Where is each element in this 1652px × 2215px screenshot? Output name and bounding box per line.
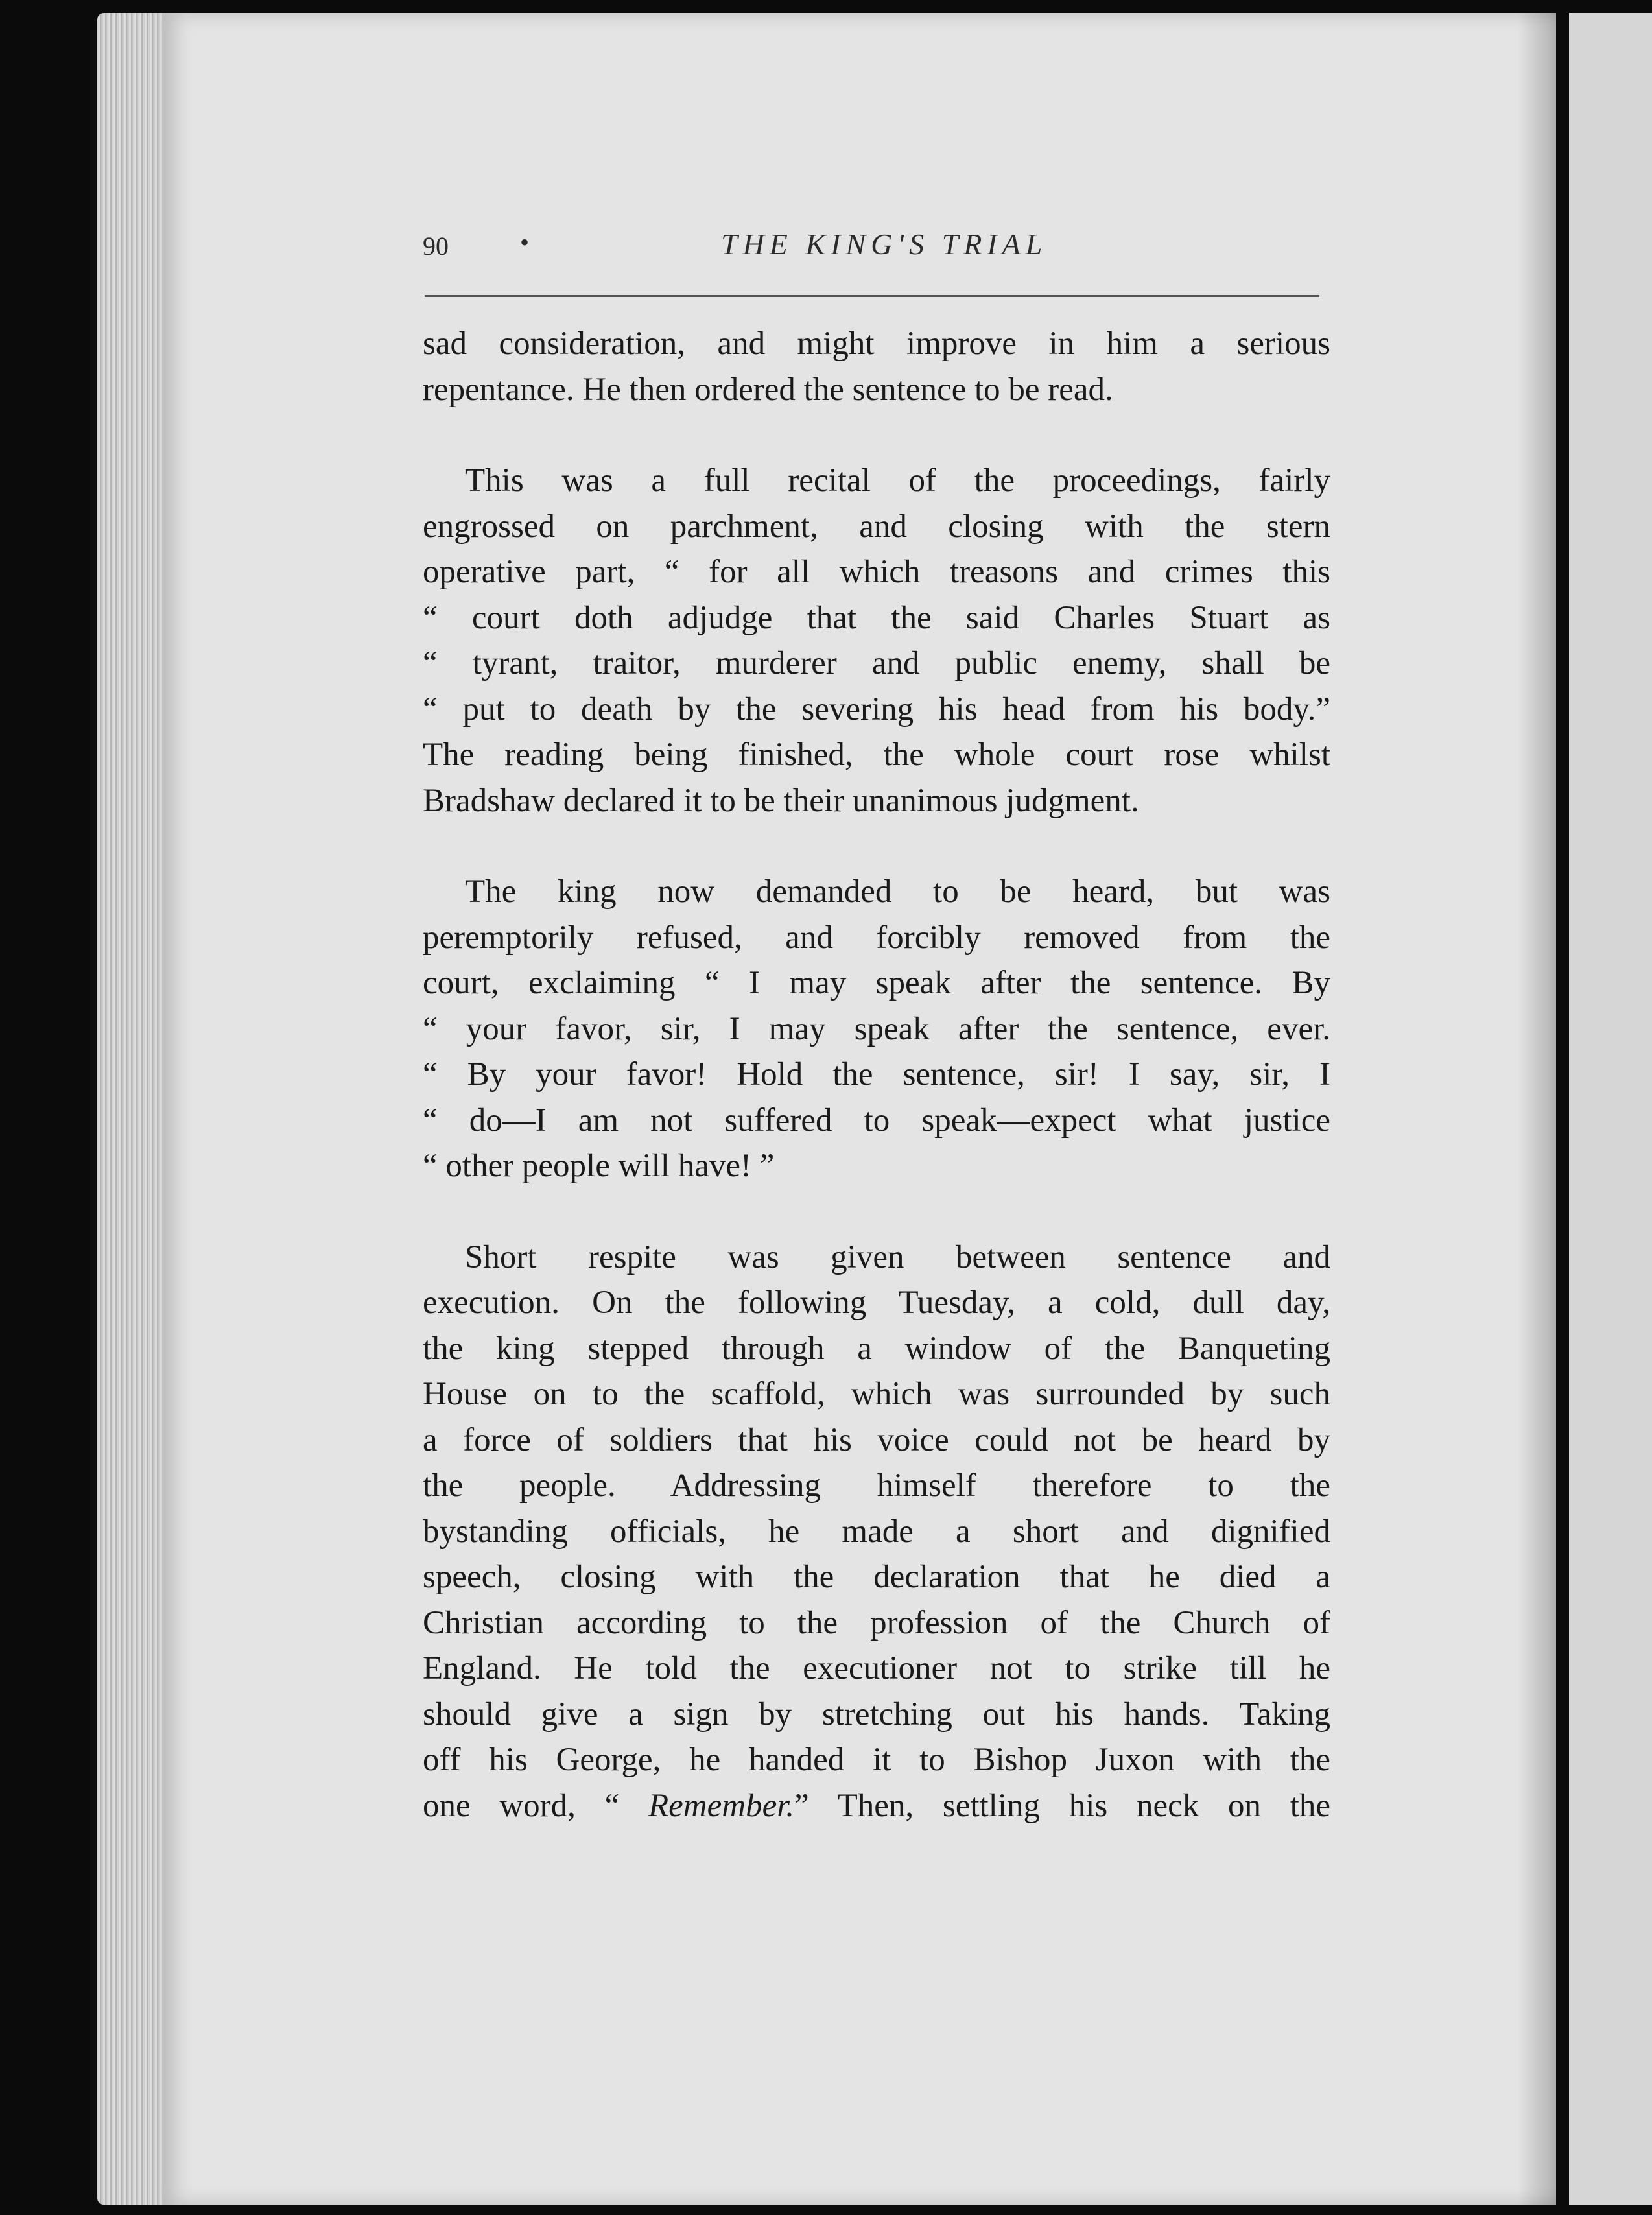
text-line: “ your favor, sir, I may speak after the sentence, ever. (423, 1010, 1330, 1047)
running-title: THE KING'S TRIAL (721, 228, 1048, 261)
text-line: House on to the scaffold, which was surrounded by such (423, 1376, 1330, 1412)
text-line-final (423, 1783, 1330, 1829)
text-line: repentance. He then ordered the sentence to be read. (423, 371, 1113, 408)
page-number: 90 (423, 231, 449, 261)
text-line: England. He told the executioner not to strike till he (423, 1650, 1330, 1687)
text-line: “ put to death by the severing his head from his body.” (423, 691, 1330, 728)
text-line: The king now demanded to be heard, but was (465, 873, 1330, 910)
text-line: engrossed on parchment, and closing with the stern (423, 508, 1330, 545)
gutter-shadow (1517, 13, 1556, 2205)
header-rule (425, 295, 1319, 297)
text-line: “ other people will have! ” (423, 1148, 775, 1184)
text-line: The reading being finished, the whole court rose whilst (423, 737, 1330, 773)
body-text (423, 321, 1330, 1829)
text-line: This was a full recital of the proceedings, fairly (465, 462, 1330, 499)
text-line: operative part, “ for all which treasons and crimes this (423, 554, 1330, 590)
header-bullet: • (520, 228, 530, 257)
text-line: speech, closing with the declaration that he died a (423, 1559, 1330, 1595)
text-line: a force of soldiers that his voice could not be heard by (423, 1421, 1330, 1458)
text-line: the people. Addressing himself therefore to the (423, 1467, 1330, 1504)
text-line: off his George, he handed it to Bishop Juxon with the (423, 1742, 1330, 1778)
facing-page-edge (1569, 13, 1652, 2205)
text-line: Christian according to the profession of the Church of (423, 1604, 1330, 1641)
running-head (423, 227, 1317, 272)
text-line: the king stepped through a window of the Banqueting (423, 1330, 1330, 1367)
text-line: bystanding officials, he made a short and dignified (423, 1513, 1330, 1550)
text-line: court, exclaiming “ I may speak after the sentence. By (423, 965, 1330, 1001)
text-line: “ do—I am not suffered to speak—expect what justice (423, 1102, 1330, 1139)
text-line: should give a sign by stretching out his hands. Taking (423, 1696, 1330, 1733)
text-line: peremptorily refused, and forcibly removed from the (423, 919, 1330, 956)
text-line: “ court doth adjudge that the said Charles Stuart as (423, 599, 1330, 636)
text-line: “ tyrant, traitor, murderer and public enemy, shall be (423, 645, 1330, 681)
text-line: Bradshaw declared it to be their unanimous judgment. (423, 782, 1139, 819)
italic-word: Remember. (648, 1787, 795, 1824)
text-fragment: one word, “ (423, 1787, 648, 1824)
text-line: sad consideration, and might improve in him a serious (423, 326, 1330, 362)
text-line: “ By your favor! Hold the sentence, sir! I say, sir, I (423, 1056, 1330, 1093)
text-line: Short respite was given between sentence and (465, 1238, 1330, 1275)
text-fragment: ” Then, settling his neck on the (794, 1787, 1330, 1824)
text-line: execution. On the following Tuesday, a cold, dull day, (423, 1285, 1330, 1321)
